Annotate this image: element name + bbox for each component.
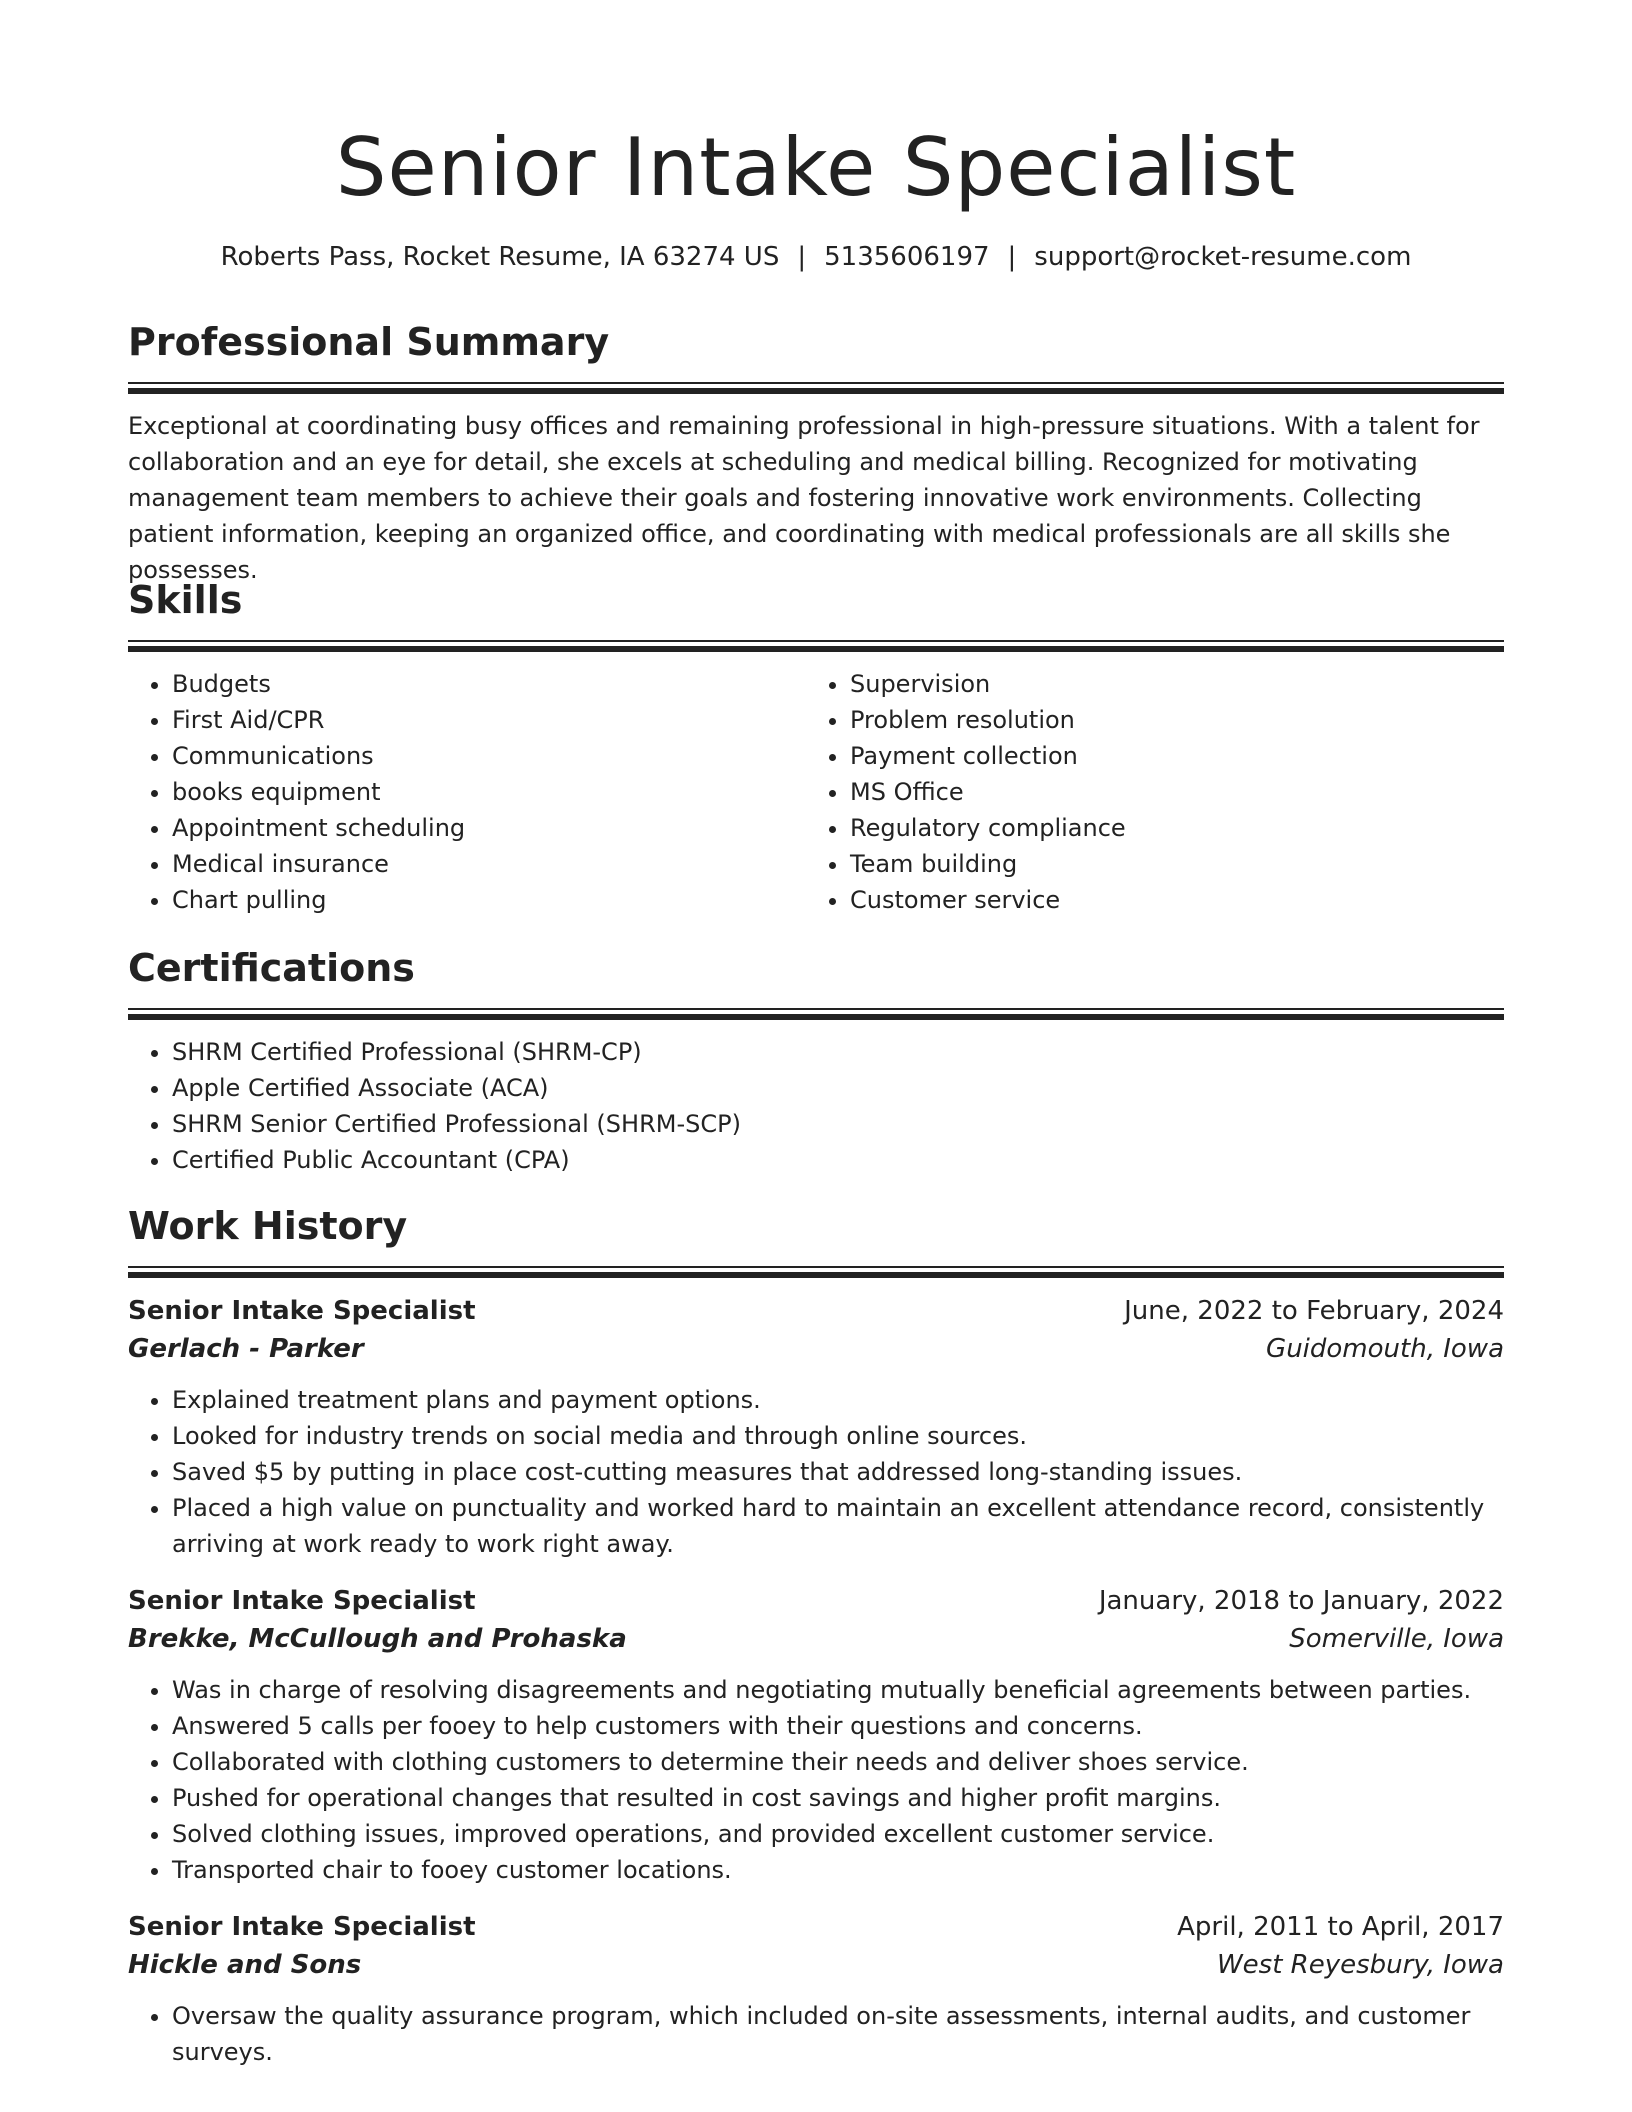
section-divider bbox=[128, 1008, 1504, 1020]
skill-item: • books equipment bbox=[172, 774, 806, 810]
job-location: Guidomouth, Iowa bbox=[1266, 1334, 1504, 1364]
job-title: Senior Intake Specialist bbox=[128, 1296, 476, 1326]
summary-heading: Professional Summary bbox=[128, 320, 610, 364]
summary-text: Exceptional at coordinating busy offices and remaining professional in high-pressure situations. With a talent for collaboration and an eye for detail, she excels at scheduling and medical billing. Recognized for motivating management team members to achieve their goals and fostering innovative work environments. Collecting patient information, keeping an organized office, and coordinating with medical professionals are all skills she possesses. bbox=[128, 412, 1480, 584]
certifications-heading: Certifications bbox=[128, 946, 415, 990]
job-bullet: • Collaborated with clothing customers to determine their needs and deliver shoes service. bbox=[172, 1744, 1504, 1780]
job-bullet: • Answered 5 calls per fooey to help customers with their questions and concerns. bbox=[172, 1708, 1504, 1744]
job-bullet: • Explained treatment plans and payment options. bbox=[172, 1382, 1504, 1418]
certification-item: • Certified Public Accountant (CPA) bbox=[172, 1142, 1504, 1178]
certifications-list bbox=[128, 1034, 1504, 1178]
job-bullet: • Saved $5 by putting in place cost-cutting measures that addressed long-standing issues. bbox=[172, 1454, 1504, 1490]
job-dates: June, 2022 to February, 2024 bbox=[1124, 1296, 1504, 1326]
job-bullet: • Transported chair to fooey customer locations. bbox=[172, 1852, 1504, 1888]
contact-email: support@rocket-resume.com bbox=[1034, 242, 1412, 272]
section-divider bbox=[128, 382, 1504, 394]
resume-name: Senior Intake Specialist bbox=[335, 121, 1297, 214]
job-header bbox=[128, 1292, 1504, 1330]
skills-columns bbox=[128, 666, 1504, 918]
job-bullet: • Oversaw the quality assurance program, which included on-site assessments, internal audits, and customer surveys. bbox=[172, 1998, 1504, 2070]
certifications-section bbox=[128, 944, 1504, 1178]
section-divider bbox=[128, 1266, 1504, 1278]
job-entry bbox=[128, 1292, 1504, 1562]
job-bullet: • Pushed for operational changes that resulted in cost savings and higher profit margins. bbox=[172, 1780, 1504, 1816]
skill-item: • Problem resolution bbox=[850, 702, 1484, 738]
job-subheader bbox=[128, 1620, 1504, 1658]
skill-item: • Communications bbox=[172, 738, 806, 774]
job-header bbox=[128, 1908, 1504, 1946]
work-history-heading: Work History bbox=[128, 1204, 408, 1248]
skills-heading: Skills bbox=[128, 578, 243, 622]
job-title: Senior Intake Specialist bbox=[128, 1912, 476, 1942]
section-divider bbox=[128, 640, 1504, 652]
skills-section bbox=[128, 576, 1504, 918]
skill-item: • MS Office bbox=[850, 774, 1484, 810]
skill-item: • Regulatory compliance bbox=[850, 810, 1484, 846]
skill-item: • Payment collection bbox=[850, 738, 1484, 774]
certification-item: • SHRM Certified Professional (SHRM-CP) bbox=[172, 1034, 1504, 1070]
job-entry bbox=[128, 1908, 1504, 2070]
job-location: Somerville, Iowa bbox=[1289, 1624, 1504, 1654]
skills-column-right bbox=[806, 666, 1484, 918]
contact-line bbox=[128, 240, 1504, 274]
skill-item: • Budgets bbox=[172, 666, 806, 702]
work-history-section bbox=[128, 1202, 1504, 2070]
skill-item: • Supervision bbox=[850, 666, 1484, 702]
contact-address: Roberts Pass, Rocket Resume, IA 63274 US bbox=[220, 242, 780, 272]
job-dates: April, 2011 to April, 2017 bbox=[1177, 1912, 1504, 1942]
job-subheader bbox=[128, 1946, 1504, 1984]
contact-separator: | bbox=[1007, 242, 1017, 272]
contact-phone: 5135606197 bbox=[824, 242, 990, 272]
skill-item: • Team building bbox=[850, 846, 1484, 882]
job-header bbox=[128, 1582, 1504, 1620]
skill-item: • Customer service bbox=[850, 882, 1484, 918]
skills-column-left bbox=[128, 666, 806, 918]
job-title: Senior Intake Specialist bbox=[128, 1586, 476, 1616]
contact-separator: | bbox=[797, 242, 807, 272]
job-company: Hickle and Sons bbox=[128, 1950, 362, 1980]
job-bullet: • Solved clothing issues, improved operations, and provided excellent customer service. bbox=[172, 1816, 1504, 1852]
job-location: West Reyesbury, Iowa bbox=[1216, 1950, 1504, 1980]
job-dates: January, 2018 to January, 2022 bbox=[1098, 1586, 1504, 1616]
job-entry bbox=[128, 1582, 1504, 1888]
job-bullets bbox=[128, 1382, 1504, 1562]
job-bullets bbox=[128, 1998, 1504, 2070]
job-bullet: • Looked for industry trends on social media and through online sources. bbox=[172, 1418, 1504, 1454]
certification-item: • Apple Certified Associate (ACA) bbox=[172, 1070, 1504, 1106]
job-company: Brekke, McCullough and Prohaska bbox=[128, 1624, 627, 1654]
skill-item: • Appointment scheduling bbox=[172, 810, 806, 846]
skill-item: • Medical insurance bbox=[172, 846, 806, 882]
certification-item: • SHRM Senior Certified Professional (SHRM-SCP) bbox=[172, 1106, 1504, 1142]
job-company: Gerlach - Parker bbox=[128, 1334, 364, 1364]
job-subheader bbox=[128, 1330, 1504, 1368]
summary-section bbox=[128, 318, 1504, 588]
job-bullet: • Placed a high value on punctuality and worked hard to maintain an excellent attendance record, consistently arriving at work ready to work right away. bbox=[172, 1490, 1504, 1562]
skill-item: • First Aid/CPR bbox=[172, 702, 806, 738]
skill-item: • Chart pulling bbox=[172, 882, 806, 918]
job-bullets bbox=[128, 1672, 1504, 1888]
job-bullet: • Was in charge of resolving disagreements and negotiating mutually beneficial agreements between parties. bbox=[172, 1672, 1504, 1708]
